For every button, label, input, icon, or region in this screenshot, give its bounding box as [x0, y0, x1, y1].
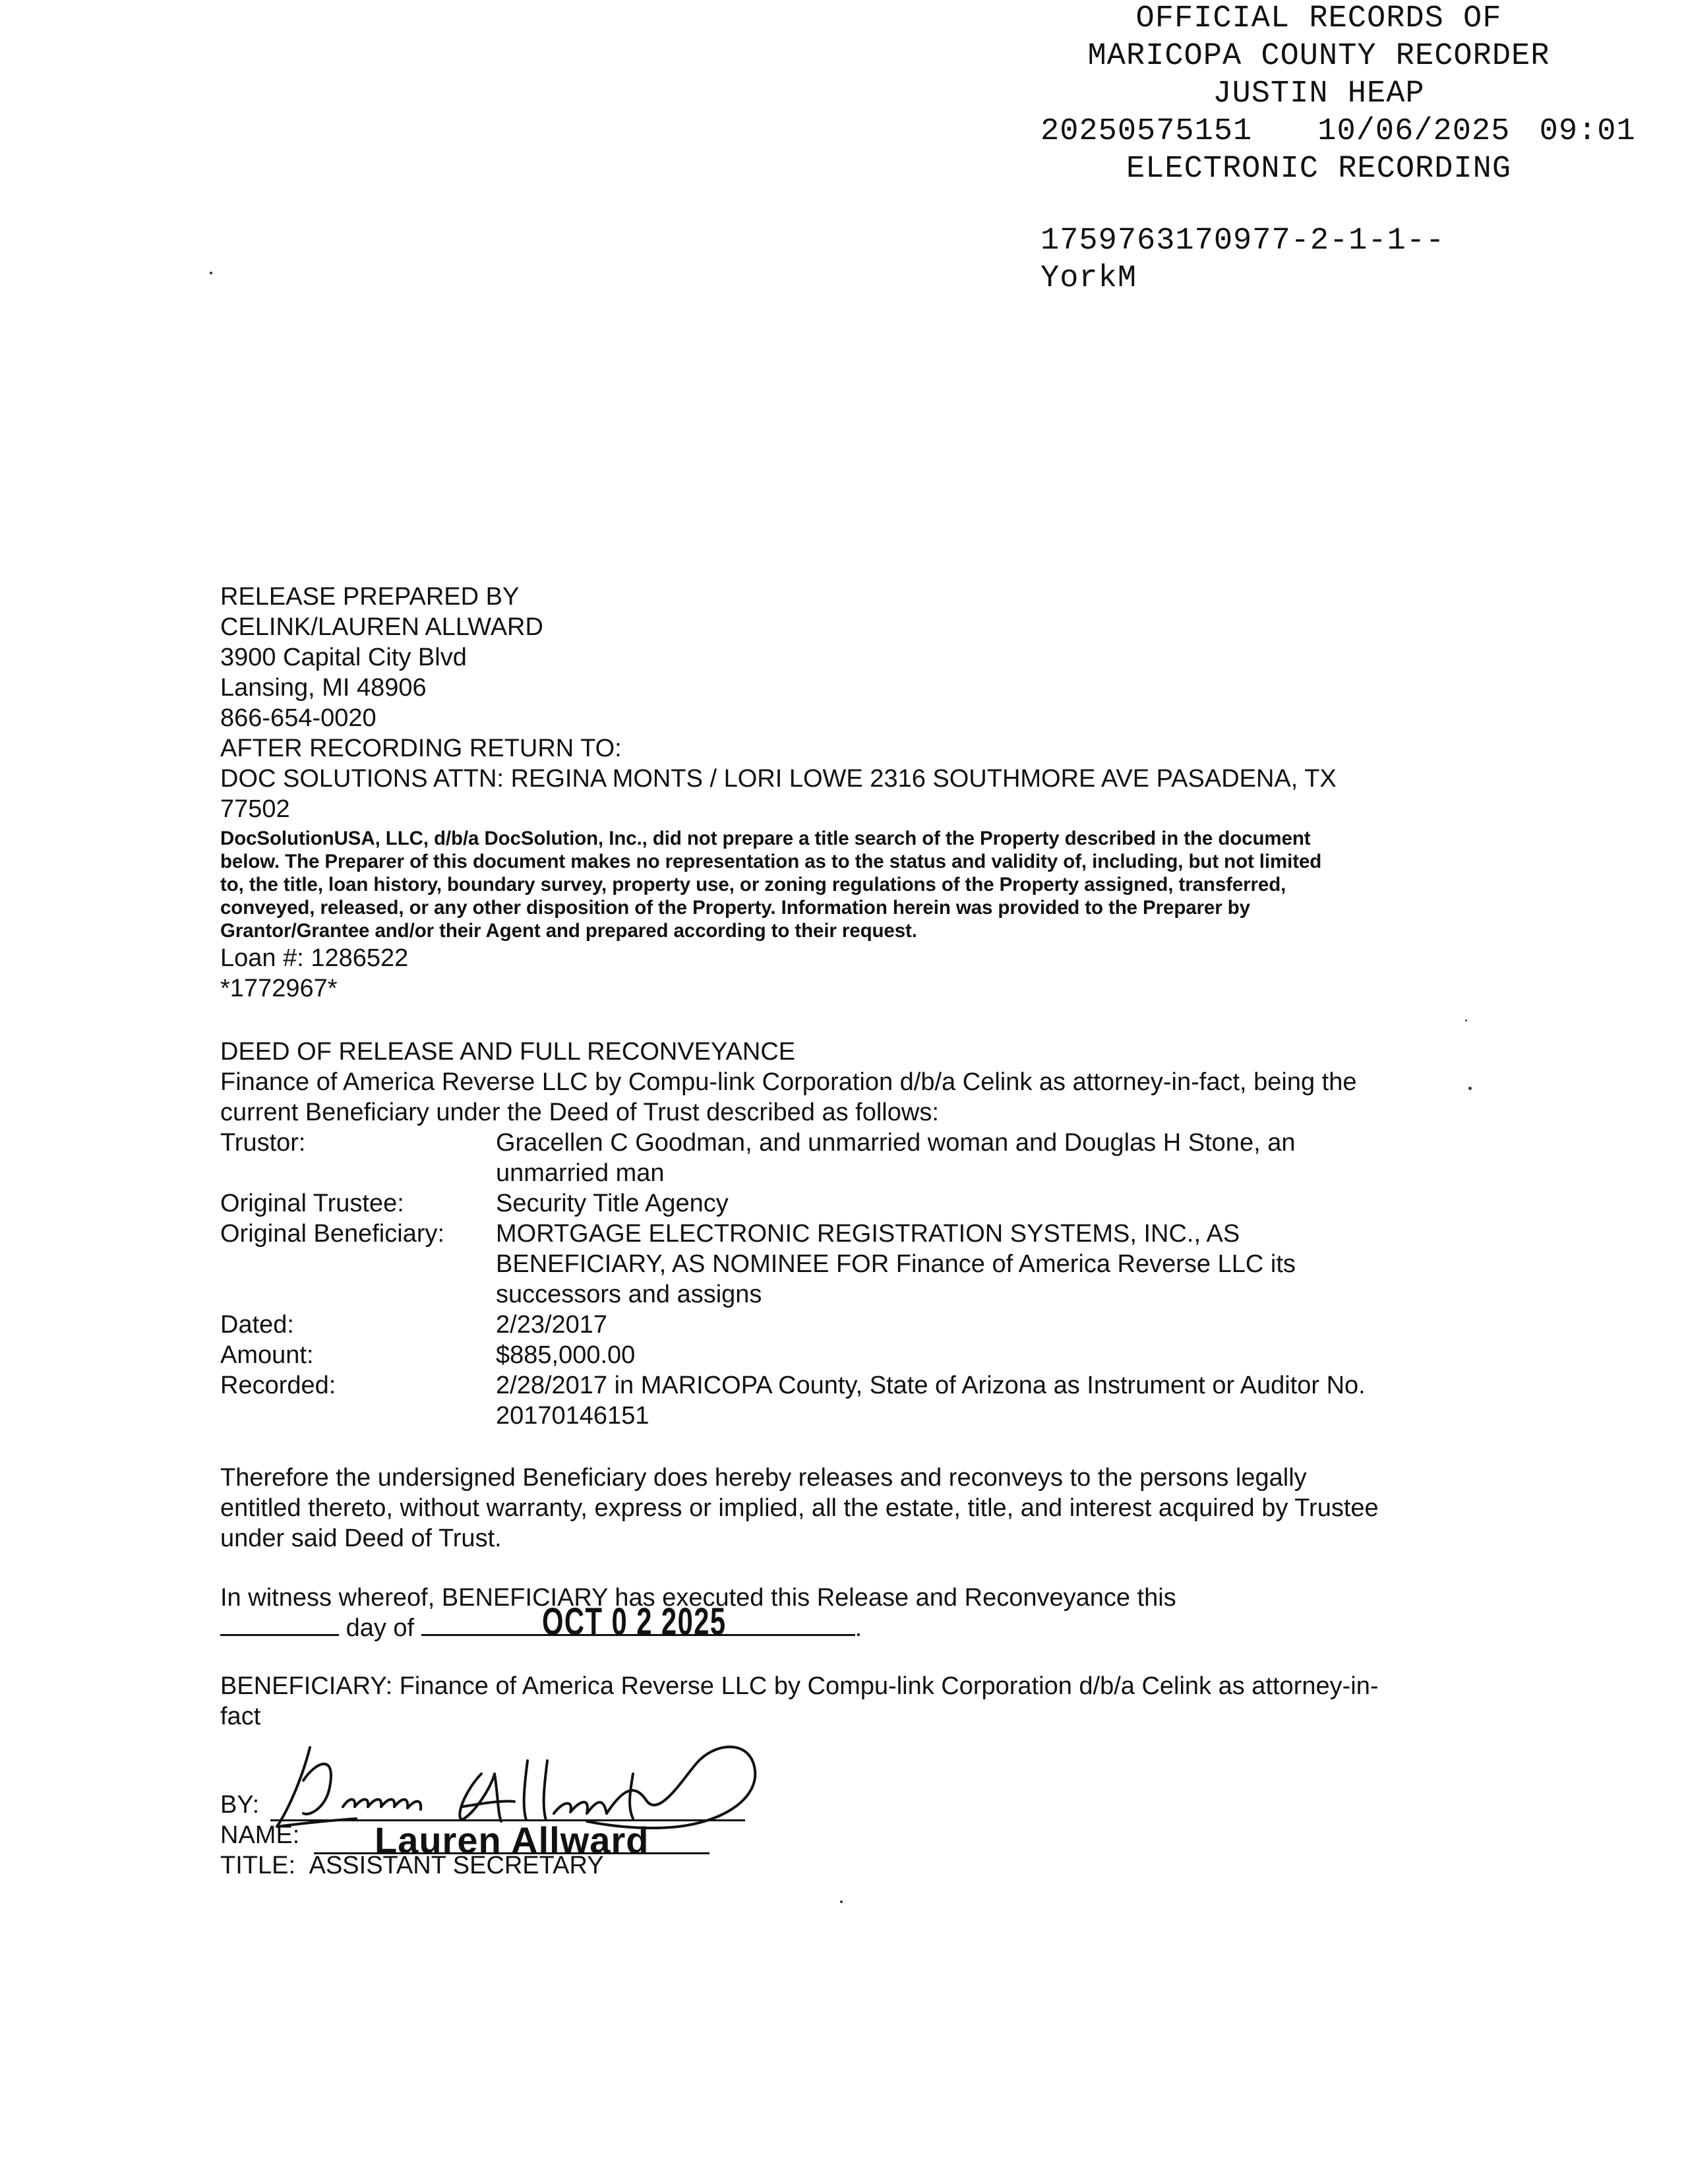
trustor-value	[496, 1128, 1485, 1188]
deed-intro-line: current Beneficiary under the Deed of Trust described as follows:	[220, 1099, 939, 1126]
return-to-heading: AFTER RECORDING RETURN TO:	[220, 735, 622, 762]
return-to-address-line1: DOC SOLUTIONS ATTN: REGINA MONTS / LORI LOWE 2316 SOUTHMORE AVE PASADENA, TX	[220, 765, 1337, 793]
release-clause-line: Therefore the undersigned Beneficiary does hereby releases and reconveys to the persons legally	[220, 1464, 1307, 1492]
preparer-address-line1: 3900 Capital City Blvd	[220, 644, 467, 671]
stamp-line-county-recorder: MARICOPA COUNTY RECORDER	[1087, 39, 1550, 74]
deed-fields	[220, 1128, 1486, 1431]
amount-label: Amount:	[220, 1341, 314, 1369]
stamp-record-date: 10/06/2025	[1317, 114, 1511, 149]
disclaimer-line: to, the title, loan history, boundary survey, property use, or zoning regulations of the Property assigned, transferred,	[220, 874, 1286, 895]
scan-speck	[840, 1900, 843, 1903]
witness-date-line	[220, 1613, 1486, 1643]
stamp-instrument-number: 20250575151	[1040, 114, 1253, 149]
stamp-recording-info-row	[1002, 113, 1668, 150]
recorded-value	[496, 1370, 1485, 1431]
disclaimer-paragraph	[220, 827, 1486, 942]
execution-date-stamp: OCT 0 2 2025	[542, 1600, 727, 1643]
title-label: TITLE:	[220, 1852, 296, 1879]
deed-intro-line: Finance of America Reverse LLC by Compu-link Corporation d/b/a Celink as attorney-in-fact, being the	[220, 1068, 1357, 1096]
preparer-address-line2: Lansing, MI 48906	[220, 674, 427, 702]
original-beneficiary-label: Original Beneficiary:	[220, 1220, 445, 1248]
stamp-line-electronic-recording: ELECTRONIC RECORDING	[1126, 152, 1512, 187]
original-beneficiary-line: successors and assigns	[496, 1281, 762, 1308]
recording-stamp	[1002, 0, 1668, 297]
deed-fields-grid	[220, 1128, 1486, 1431]
stamp-record-time: 09:01	[1539, 114, 1636, 149]
recorded-value-line: 2/28/2017 in MARICOPA County, State of Arizona as Instrument or Auditor No.	[496, 1372, 1366, 1399]
original-beneficiary-value	[496, 1219, 1485, 1310]
preparer-name: CELINK/LAUREN ALLWARD	[220, 613, 543, 641]
name-label: NAME:	[220, 1821, 300, 1849]
prepared-by-block	[220, 582, 1486, 824]
stamp-clerk: YorkM	[1040, 261, 1137, 296]
witness-line: In witness whereof, BENEFICIARY has executed this Release and Reconveyance this	[220, 1584, 1176, 1612]
beneficiary-line: BENEFICIARY: Finance of America Reverse LLC by Compu-link Corporation d/b/a Celink as attorney-in-	[220, 1672, 1379, 1700]
day-of-label: day of	[346, 1614, 415, 1642]
loan-reference: *1772967*	[220, 975, 338, 1002]
disclaimer-line: conveyed, released, or any other disposition of the Property. Information herein was provided to the Preparer by	[220, 897, 1250, 919]
loan-info	[220, 943, 1486, 1004]
dated-label: Dated:	[220, 1311, 294, 1339]
original-trustee-label: Original Trustee:	[220, 1190, 404, 1217]
scan-speck	[1465, 1019, 1467, 1021]
day-blank	[220, 1633, 339, 1636]
disclaimer-line: DocSolutionUSA, LLC, d/b/a DocSolution, Inc., did not prepare a title search of the Property described in the document	[220, 828, 1311, 849]
stamp-line-official-records: OFFICIAL RECORDS OF	[1135, 1, 1502, 36]
release-clause-line: under said Deed of Trust.	[220, 1525, 502, 1552]
original-beneficiary-line: BENEFICIARY, AS NOMINEE FOR Finance of America Reverse LLC its	[496, 1250, 1296, 1278]
disclaimer-line: Grantor/Grantee and/or their Agent and prepared according to their request.	[220, 920, 917, 942]
preparer-phone: 866-654-0020	[220, 704, 377, 732]
beneficiary-line: fact	[220, 1703, 261, 1730]
trustor-value-line: Gracellen C Goodman, and unmarried woman and Douglas H Stone, an	[496, 1129, 1296, 1157]
date-period: .	[855, 1614, 862, 1642]
trustor-label: Trustor:	[220, 1129, 306, 1157]
release-clause	[220, 1463, 1486, 1554]
recorded-label: Recorded:	[220, 1372, 336, 1399]
loan-number: Loan #: 1286522	[220, 944, 409, 972]
stamp-line-recorder-name: JUSTIN HEAP	[1213, 76, 1425, 111]
trustor-value-line: unmarried man	[496, 1159, 665, 1187]
stamp-doc-id: 1759763170977-2-1-1--	[1040, 224, 1445, 258]
beneficiary-statement	[220, 1671, 1486, 1732]
handwritten-signature	[264, 1734, 778, 1853]
disclaimer-line: below. The Preparer of this document makes no representation as to the status and validity of, including, but not limited	[220, 851, 1322, 872]
prepared-by-heading: RELEASE PREPARED BY	[220, 583, 520, 611]
original-trustee-value: Security Title Agency	[496, 1190, 729, 1217]
dated-value: 2/23/2017	[496, 1311, 608, 1339]
amount-value: $885,000.00	[496, 1341, 636, 1369]
return-to-address-line2: 77502	[220, 795, 290, 823]
recorded-value-line: 20170146151	[496, 1402, 649, 1430]
scan-speck	[210, 272, 212, 274]
title-value: ASSISTANT SECRETARY	[309, 1852, 604, 1879]
release-clause-line: entitled thereto, without warranty, express or implied, all the estate, title, and interest acquired by Trustee	[220, 1494, 1379, 1522]
deed-title: DEED OF RELEASE AND FULL RECONVEYANCE	[220, 1038, 796, 1066]
witness-clause	[220, 1583, 1486, 1643]
by-label: BY:	[220, 1791, 260, 1819]
name-value-stamp: Lauren Allward	[375, 1819, 649, 1861]
original-beneficiary-line: MORTGAGE ELECTRONIC REGISTRATION SYSTEMS, INC., AS	[496, 1220, 1240, 1248]
deed-intro	[220, 1037, 1486, 1128]
